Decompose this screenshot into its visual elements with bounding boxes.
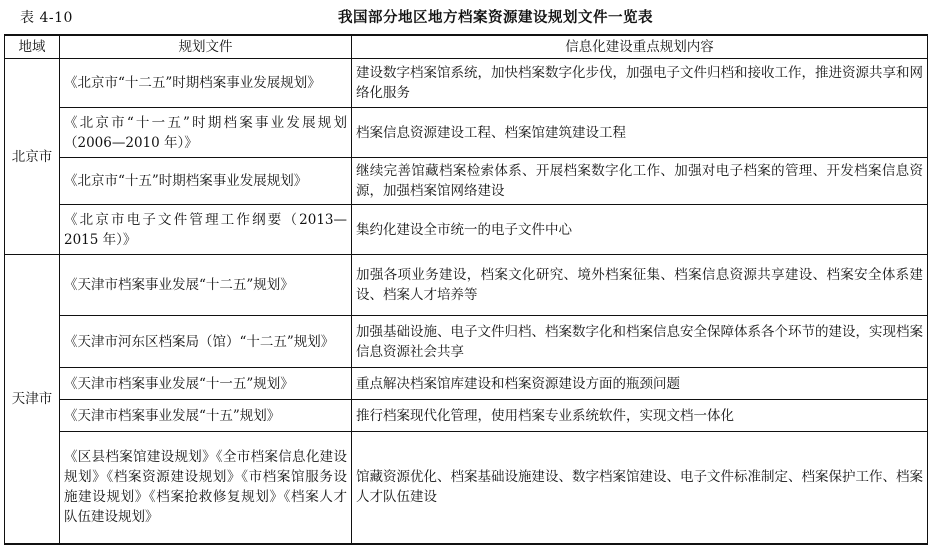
plan-cell: 《天津市档案事业发展“十一五”规划》 <box>60 368 352 400</box>
header-plan: 规划文件 <box>60 35 352 59</box>
plan-cell: 《北京市电子文件管理工作纲要（2013—2015 年）》 <box>60 205 352 255</box>
table-row <box>5 205 928 255</box>
content-cell: 推行档案现代化管理，使用档案专业系统软件，实现文档一体化 <box>352 400 928 432</box>
region-cell-beijing: 北京市 <box>5 59 60 255</box>
content-cell: 建设数字档案馆系统，加快档案数字化步伐，加强电子文件归档和接收工作，推进资源共享和网络化服务 <box>352 59 928 108</box>
plan-cell: 《北京市“十二五”时期档案事业发展规划》 <box>60 59 352 108</box>
content-cell: 集约化建设全市统一的电子文件中心 <box>352 205 928 255</box>
region-cell-tianjin: 天津市 <box>5 255 60 544</box>
plan-cell: 《北京市“十一五”时期档案事业发展规划（2006—2010 年）》 <box>60 108 352 158</box>
content-cell: 加强各项业务建设，档案文化研究、境外档案征集、档案信息资源共享建设、档案安全体系建设、档案人才培养等 <box>352 255 928 316</box>
table-row <box>5 108 928 158</box>
table-title: 我国部分地区地方档案资源建设规划文件一览表 <box>338 10 653 26</box>
header-row <box>5 35 928 59</box>
content-cell: 加强基础设施、电子文件归档、档案数字化和档案信息安全保障体系各个环节的建设，实现档案信息资源社会共享 <box>352 316 928 368</box>
table-row <box>5 255 928 316</box>
plan-cell: 《北京市“十五”时期档案事业发展规划》 <box>60 158 352 205</box>
table-row <box>5 59 928 108</box>
table-row <box>5 368 928 400</box>
header-region: 地域 <box>5 35 60 59</box>
plan-cell: 《天津市档案事业发展“十五”规划》 <box>60 400 352 432</box>
content-cell: 继续完善馆藏档案检索体系、开展档案数字化工作、加强对电子档案的管理、开发档案信息资源，加强档案馆网络建设 <box>352 158 928 205</box>
table-row <box>5 432 928 544</box>
plan-cell: 《天津市河东区档案局（馆）“十二五”规划》 <box>60 316 352 368</box>
content-cell: 重点解决档案馆库建设和档案资源建设方面的瓶颈问题 <box>352 368 928 400</box>
plan-cell: 《天津市档案事业发展“十二五”规划》 <box>60 255 352 316</box>
planning-documents-table <box>4 34 928 545</box>
header-content: 信息化建设重点规划内容 <box>352 35 928 59</box>
table-caption <box>0 0 931 34</box>
table-row <box>5 400 928 432</box>
plan-cell: 《区县档案馆建设规划》《全市档案信息化建设规划》《档案资源建设规划》《市档案馆服务设施建设规划》《档案抢救修复规划》《档案人才队伍建设规划》 <box>60 432 352 544</box>
content-cell: 档案信息资源建设工程、档案馆建筑建设工程 <box>352 108 928 158</box>
table-row <box>5 158 928 205</box>
content-cell: 馆藏资源优化、档案基础设施建设、数字档案馆建设、电子文件标准制定、档案保护工作、档案人才队伍建设 <box>352 432 928 544</box>
table-number: 表 4-10 <box>20 10 73 26</box>
table-row <box>5 316 928 368</box>
